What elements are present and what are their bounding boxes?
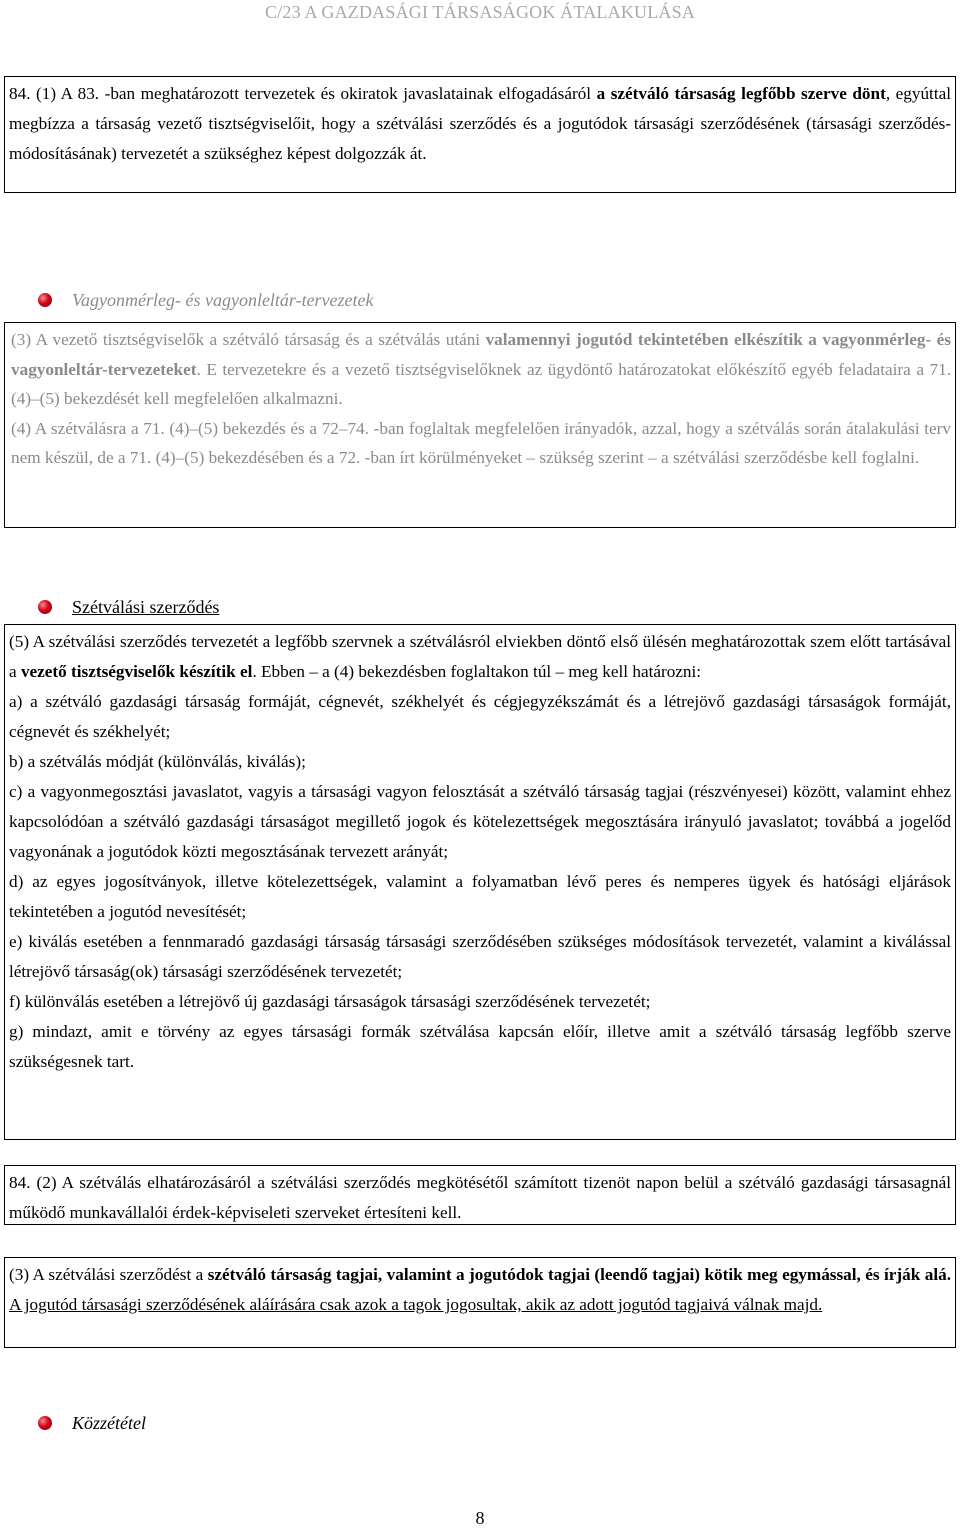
text: (5) A szétválási szerződés tervezetét a legfőbb szervnek a szétválásról elviekben döntő első ülésén meghatározottak szem előtt tartásával a — [9, 632, 951, 681]
bold-text: vezető tisztségviselők készítik el — [20, 662, 253, 681]
page-number: 8 — [475, 1508, 485, 1528]
paragraph-84-2 — [4, 1165, 956, 1225]
list-item: f) különválás esetében a létrejövő új gazdasági társaságok társasági szerződésének tervezetét; — [9, 992, 651, 1011]
underlined-text: A jogutód társasági szerződésének aláírására csak azok a tagok jogosultak, akik az adott jogutód tagjaivá válnak majd. — [9, 1295, 823, 1314]
list-item: e) kiválás esetében a fennmaradó gazdasági társaság társasági szerződésében szükséges módosítások tervezetét, valamint a kiválással létrejövő társaság(ok) társasági szerződésének tervezetét; — [9, 932, 951, 981]
red-bullet-icon — [38, 293, 52, 307]
red-bullet-icon — [38, 1416, 52, 1430]
list-item: g) mindazt, amit e törvény az egyes társasági formák szétválása kapcsán előír, illetve amit a szétváló társaság legfőbb szerve szükségesnek tart. — [9, 1022, 951, 1071]
text: . E tervezetekre és a vezető tisztségviselőknek az ügydöntő határozatokat előkészítő egyéb feladataira a 71. (4)–(5) bekezdését kell megfelelően alkalmazni. — [11, 359, 951, 408]
section-heading-label: Közzététel — [72, 1413, 146, 1433]
list-item: b) a szétválás módját (különválás, kiválás); — [9, 752, 306, 771]
red-bullet-icon — [38, 600, 52, 614]
section-heading-label: Szétválási szerződés — [72, 597, 220, 617]
bold-text: valamennyi jogutód tekintetében elkészítik a vagyonmérleg- és vagyonleltár-tervezeteket — [11, 330, 951, 379]
paragraph-5 — [4, 624, 956, 1140]
paragraph-4: (4) A szétválásra a 71. (4)–(5) bekezdés és a 72–74. -ban foglaltak megfelelően irányadók, azzal, hogy a szétválás során átalakulási terv nem készül, de a 71. (4)–(5) bekezdésében és a 72. -ban írt körülményeket – szükség szerint – a szétválási szerződésbe kell foglalni. — [11, 418, 951, 467]
list-item: c) a vagyonmegosztási javaslatot, vagyis a társasági vagyon felosztását a szétváló társaság tagjai (részvényesei) között, valamint ehhez kapcsolódóan a szétváló gazdasági társaságot megillető jogok és kötelezettségek megosztására irányuló javaslatot; továbbá a jogelőd vagyonának a jogutódok közti megosztásának tervezett arányát; — [9, 782, 951, 861]
text: 84. (1) A 83. — [9, 84, 105, 103]
text: (3) A szétválási szerződést a — [9, 1265, 208, 1284]
text: (3) A vezető tisztségviselők a szétváló társaság és a szétválás utáni — [11, 330, 486, 349]
bold-text: szétváló társaság tagjai, valamint a jogutódok tagjai (leendő tagjai) kötik meg egymással, és írják alá. — [207, 1265, 951, 1284]
running-header: C/23 A GAZDASÁGI TÁRSASÁGOK ÁTALAKULÁSA — [264, 2, 696, 22]
section-heading-label: Vagyonmérleg- és vagyonleltár-tervezetek — [72, 290, 374, 310]
paragraph-3-4 — [4, 322, 956, 528]
text: . Ebben – a (4) bekezdésben foglaltakon túl – meg kell határozni: — [252, 662, 702, 681]
paragraph-84-1 — [4, 76, 956, 193]
list-item: d) az egyes jogosítványok, illetve kötelezettségek, valamint a folyamatban lévő peres és nemperes ügyek és hatósági eljárások tekintetében a jogutód nevesítését; — [9, 872, 951, 921]
paragraph-3-signing — [4, 1257, 956, 1348]
text: -ban meghatározott tervezetek és okiratok javaslatainak elfogadásáról — [104, 84, 597, 103]
text: , egyúttal megbízza a társaság vezető tisztségviselőit, hogy a szétválási szerződés és a jogutódok társasági szerződésének (társasági szerződés-módosításának) tervezetét a szükséghez képest dolgozzák át. — [9, 84, 951, 163]
bold-text: a szétváló társaság legfőbb szerve dönt — [596, 84, 886, 103]
text: 84. (2) A szétválás elhatározásáról a szétválási szerződés megkötésétől számított tizenöt napon belül a szétváló gazdasági társasagnál működő munkavállalói érdek-képviseleti szerveket értesíteni kell. — [9, 1173, 951, 1222]
list-item: a) a szétváló gazdasági társaság formáját, cégnevét, székhelyét és cégjegyzékszámát és a létrejövő gazdasági társaságok formáját, cégnevét és székhelyét; — [9, 692, 951, 741]
